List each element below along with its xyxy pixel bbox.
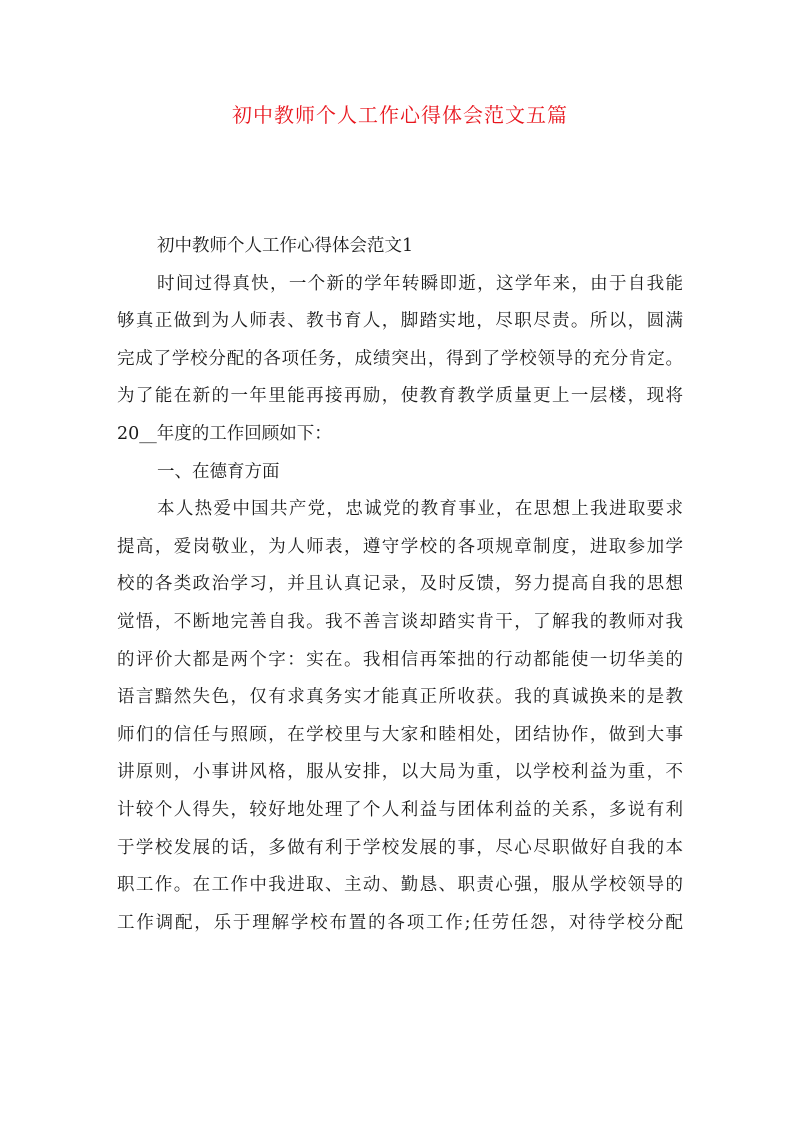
paragraph-line: 工作调配，乐于理解学校布置的各项工作;任劳任怨，对待学校分配 xyxy=(117,912,683,933)
paragraph-line: 20__年度的工作回顾如下： xyxy=(117,423,332,444)
paragraph-line: 完成了学校分配的各项任务，成绩突出，得到了学校领导的充分肯定。 xyxy=(117,348,683,369)
section-heading: 初中教师个人工作心得体会范文1 xyxy=(157,236,414,256)
paragraph-line: 语言黯然失色，仅有求真务实才能真正所收获。我的真诚换来的是教 xyxy=(117,687,683,708)
paragraph-line: 本人热爱中国共产党，忠诚党的教育事业，在思想上我进取要求 xyxy=(157,499,683,520)
paragraph-line: 为了能在新的一年里能再接再励，使教育教学质量更上一层楼，现将 xyxy=(117,386,683,407)
subsection-heading: 一、在德育方面 xyxy=(157,461,280,482)
paragraph-line: 校的各类政治学习，并且认真记录，及时反馈，努力提高自我的思想 xyxy=(117,574,683,595)
paragraph-line: 的评价大都是两个字：实在。我相信再笨拙的行动都能使一切华美的 xyxy=(117,649,683,670)
paragraph-line: 讲原则，小事讲风格，服从安排，以大局为重，以学校利益为重，不 xyxy=(117,762,683,783)
paragraph-line: 于学校发展的话，多做有利于学校发展的事，尽心尽职做好自我的本 xyxy=(117,837,683,858)
paragraph-line: 觉悟，不断地完善自我。我不善言谈却踏实肯干，了解我的教师对我 xyxy=(117,611,683,632)
paragraph-line: 师们的信任与照顾，在学校里与大家和睦相处，团结协作，做到大事 xyxy=(117,724,683,745)
paragraph-line: 职工作。在工作中我进取、主动、勤恳、职责心强，服从学校领导的 xyxy=(117,875,683,896)
document-body xyxy=(117,228,683,942)
paragraph-line: 够真正做到为人师表、教书育人，脚踏实地，尽职尽责。所以，圆满 xyxy=(117,311,683,332)
paragraph-line: 提高，爱岗敬业，为人师表，遵守学校的各项规章制度，进取参加学 xyxy=(117,536,683,557)
paragraph-line: 计较个人得失，较好地处理了个人利益与团体利益的关系，多说有利 xyxy=(117,799,683,820)
document-title: 初中教师个人工作心得体会范文五篇 xyxy=(232,103,568,127)
paragraph-line: 时间过得真快，一个新的学年转瞬即逝，这学年来，由于自我能 xyxy=(157,273,683,294)
